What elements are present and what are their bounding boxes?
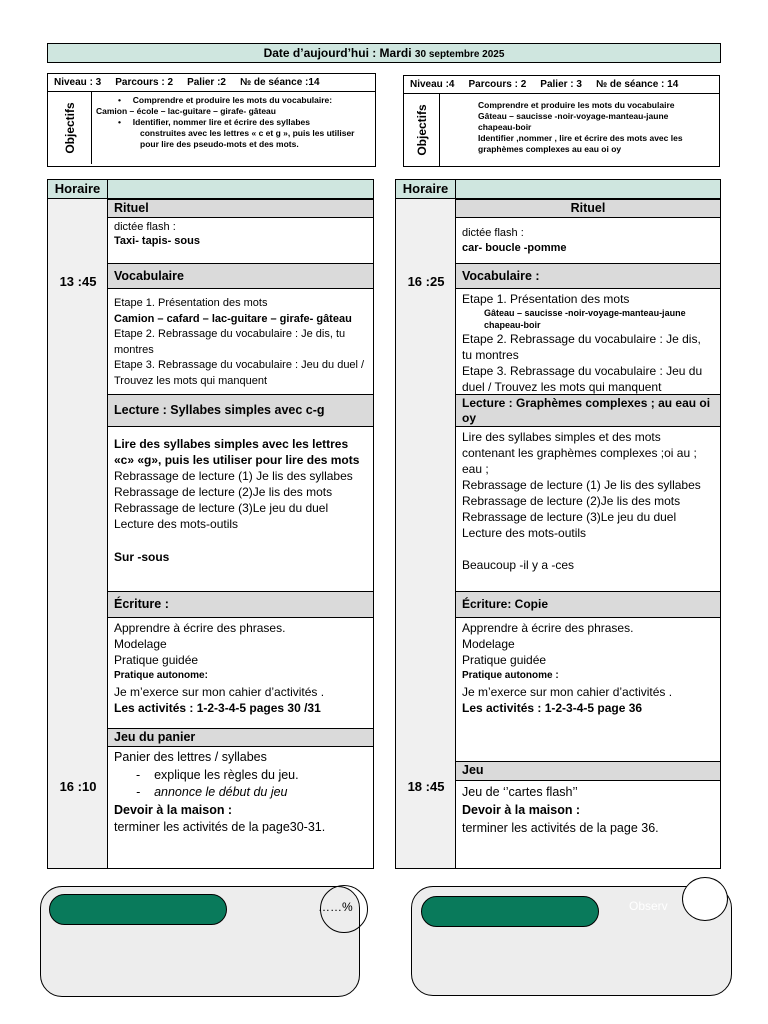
- right-time-end: 18 :45: [407, 779, 445, 794]
- right-obj-line: chapeau-boir: [478, 122, 532, 133]
- right-observ-text: Observ: [629, 899, 668, 913]
- right-parcours: Parcours : 2: [468, 79, 527, 90]
- right-niveau: Niveau :4: [410, 79, 455, 90]
- right-rituel-heading: Rituel: [456, 199, 720, 218]
- left-palier: Palier :2: [187, 77, 226, 88]
- left-schedule-table: [47, 179, 374, 869]
- left-obj-line: pour lire des pseudo-mots et des mots.: [140, 139, 299, 150]
- right-green-label: [421, 896, 599, 927]
- date-banner: [47, 43, 721, 63]
- left-lecture-heading: Lecture : Syllabes simples avec c-g: [108, 394, 373, 427]
- right-info-row: [404, 76, 719, 94]
- left-lecture-content: Lire des syllabes simples avec les lettres «c» «g», puis les utiliser pour lire des mots Rebrassage de lecture (1) Je lis des syllabes Rebrassage de lecture (2)Je lis des mots Rebrassage de lecture (3)Le jeu du duel Lecture des mots-outils Sur -sous: [114, 437, 360, 564]
- right-observ-circle: [682, 877, 728, 921]
- right-jeu-heading: Jeu: [456, 761, 720, 781]
- left-jeu-content: Panier des lettres / syllabes - explique les règles du jeu. - annonce le début du jeu Devoir à la maison : terminer les activités de la page30-31.: [114, 750, 326, 834]
- right-vocab-heading: Vocabulaire :: [456, 263, 720, 289]
- right-jeu-content: Jeu de ‘’cartes flash’’ Devoir à la maison : terminer les activités de la page 36.: [462, 785, 659, 835]
- left-rituel-content: dictée flash : Taxi- tapis- sous: [114, 221, 200, 247]
- right-time-start: 16 :25: [407, 274, 445, 289]
- left-header: [47, 73, 376, 167]
- left-obj-line: construites avec les lettres « c et g », puis les utiliser: [140, 128, 355, 139]
- left-objectifs-label: Objectifs: [62, 102, 77, 154]
- right-obj-line: Identifier ,nommer , lire et écrire des mots avec les: [478, 133, 683, 144]
- left-info-row: [48, 74, 375, 92]
- date-label: Date d’aujourd’hui : Mardi: [263, 46, 412, 60]
- left-rituel-heading: Rituel: [108, 199, 373, 218]
- left-ecriture-heading: Écriture :: [108, 591, 373, 618]
- right-seance: № de séance : 14: [595, 79, 679, 90]
- left-obj-line: • Identifier, nommer lire et écrire des syllabes: [118, 117, 310, 128]
- right-lecture-content: Lire des syllabes simples et des mots contenant les graphèmes complexes ;oi au ; eau ; Rebrassage de lecture (1) Je lis des syllabes Rebrassage de lecture (2)Je lis des mots Rebrassage de lecture (3)Le jeu du duel Lecture des mots-outils Beaucoup -il y a -ces: [462, 430, 701, 572]
- left-percent-circle: [320, 885, 368, 933]
- left-vocab-content: Etape 1. Présentation des mots Camion – cafard – lac-guitare – girafe- gâteau Etape 2. Rebrassage du vocabulaire : Je dis, tu montres Etape 3. Rebrassage du vocabulaire : Jeu du duel / Trouvez les mots qui manquent: [114, 297, 365, 387]
- left-obj-line: Camion – école – lac-guitare – girafe- gâteau: [96, 106, 276, 117]
- left-horaire: Horaire: [48, 180, 108, 199]
- right-ecriture-heading: Écriture: Copie: [456, 591, 720, 618]
- left-time-start: 13 :45: [59, 274, 97, 289]
- left-obj-line: • Comprendre et produire les mots du vocabulaire:: [118, 95, 333, 105]
- right-objectifs-label: Objectifs: [414, 104, 429, 156]
- left-seance: № de séance :14: [239, 77, 320, 88]
- left-green-label: [49, 894, 227, 925]
- right-obj-line: Comprendre et produire les mots du vocabulaire: [478, 100, 675, 110]
- right-palier: Palier : 3: [540, 79, 582, 90]
- left-parcours: Parcours : 2: [115, 77, 174, 88]
- right-schedule-table: [395, 179, 721, 869]
- left-percent-text: ……%: [318, 900, 353, 914]
- right-lecture-heading: Lecture : Graphèmes complexes ; au eau oi oy: [456, 394, 720, 427]
- left-ecriture-content: Apprendre à écrire des phrases. Modelage Pratique guidée Pratique autonome: Je m’exerce sur mon cahier d’activités . Les activités : 1-2-3-4-5 pages 30 /31: [114, 621, 325, 715]
- right-header: [403, 75, 720, 167]
- left-jeu-heading: Jeu du panier: [108, 728, 373, 747]
- right-head-row: [396, 180, 720, 199]
- date-value: 30 septembre 2025: [414, 49, 505, 60]
- right-horaire: Horaire: [396, 180, 456, 199]
- right-vocab-content: Etape 1. Présentation des mots Gâteau – saucisse -noir-voyage-manteau-jaune chapeau-boir Etape 2. Rebrassage du vocabulaire : Je dis, tu montres Etape 3. Rebrassage du vocabulaire : Jeu du duel / Trouvez les mots qui manquent: [462, 292, 703, 394]
- left-objectifs: [48, 92, 375, 164]
- right-objectifs: [404, 94, 719, 166]
- right-rituel-content: dictée flash : car- boucle -pomme: [462, 227, 567, 254]
- right-obj-line: graphèmes complexes au eau oi oy: [478, 144, 622, 155]
- right-obj-line: Gâteau – saucisse -noir-voyage-manteau-jaune: [478, 111, 669, 122]
- left-time-end: 16 :10: [59, 779, 97, 794]
- right-ecriture-content: Apprendre à écrire des phrases. Modelage Pratique guidée Pratique autonome : Je m’exerce sur mon cahier d’activités . Les activités : 1-2-3-4-5 page 36: [462, 621, 673, 715]
- left-niveau: Niveau : 3: [54, 77, 102, 88]
- left-head-row: [48, 180, 373, 199]
- left-vocab-heading: Vocabulaire: [108, 263, 373, 289]
